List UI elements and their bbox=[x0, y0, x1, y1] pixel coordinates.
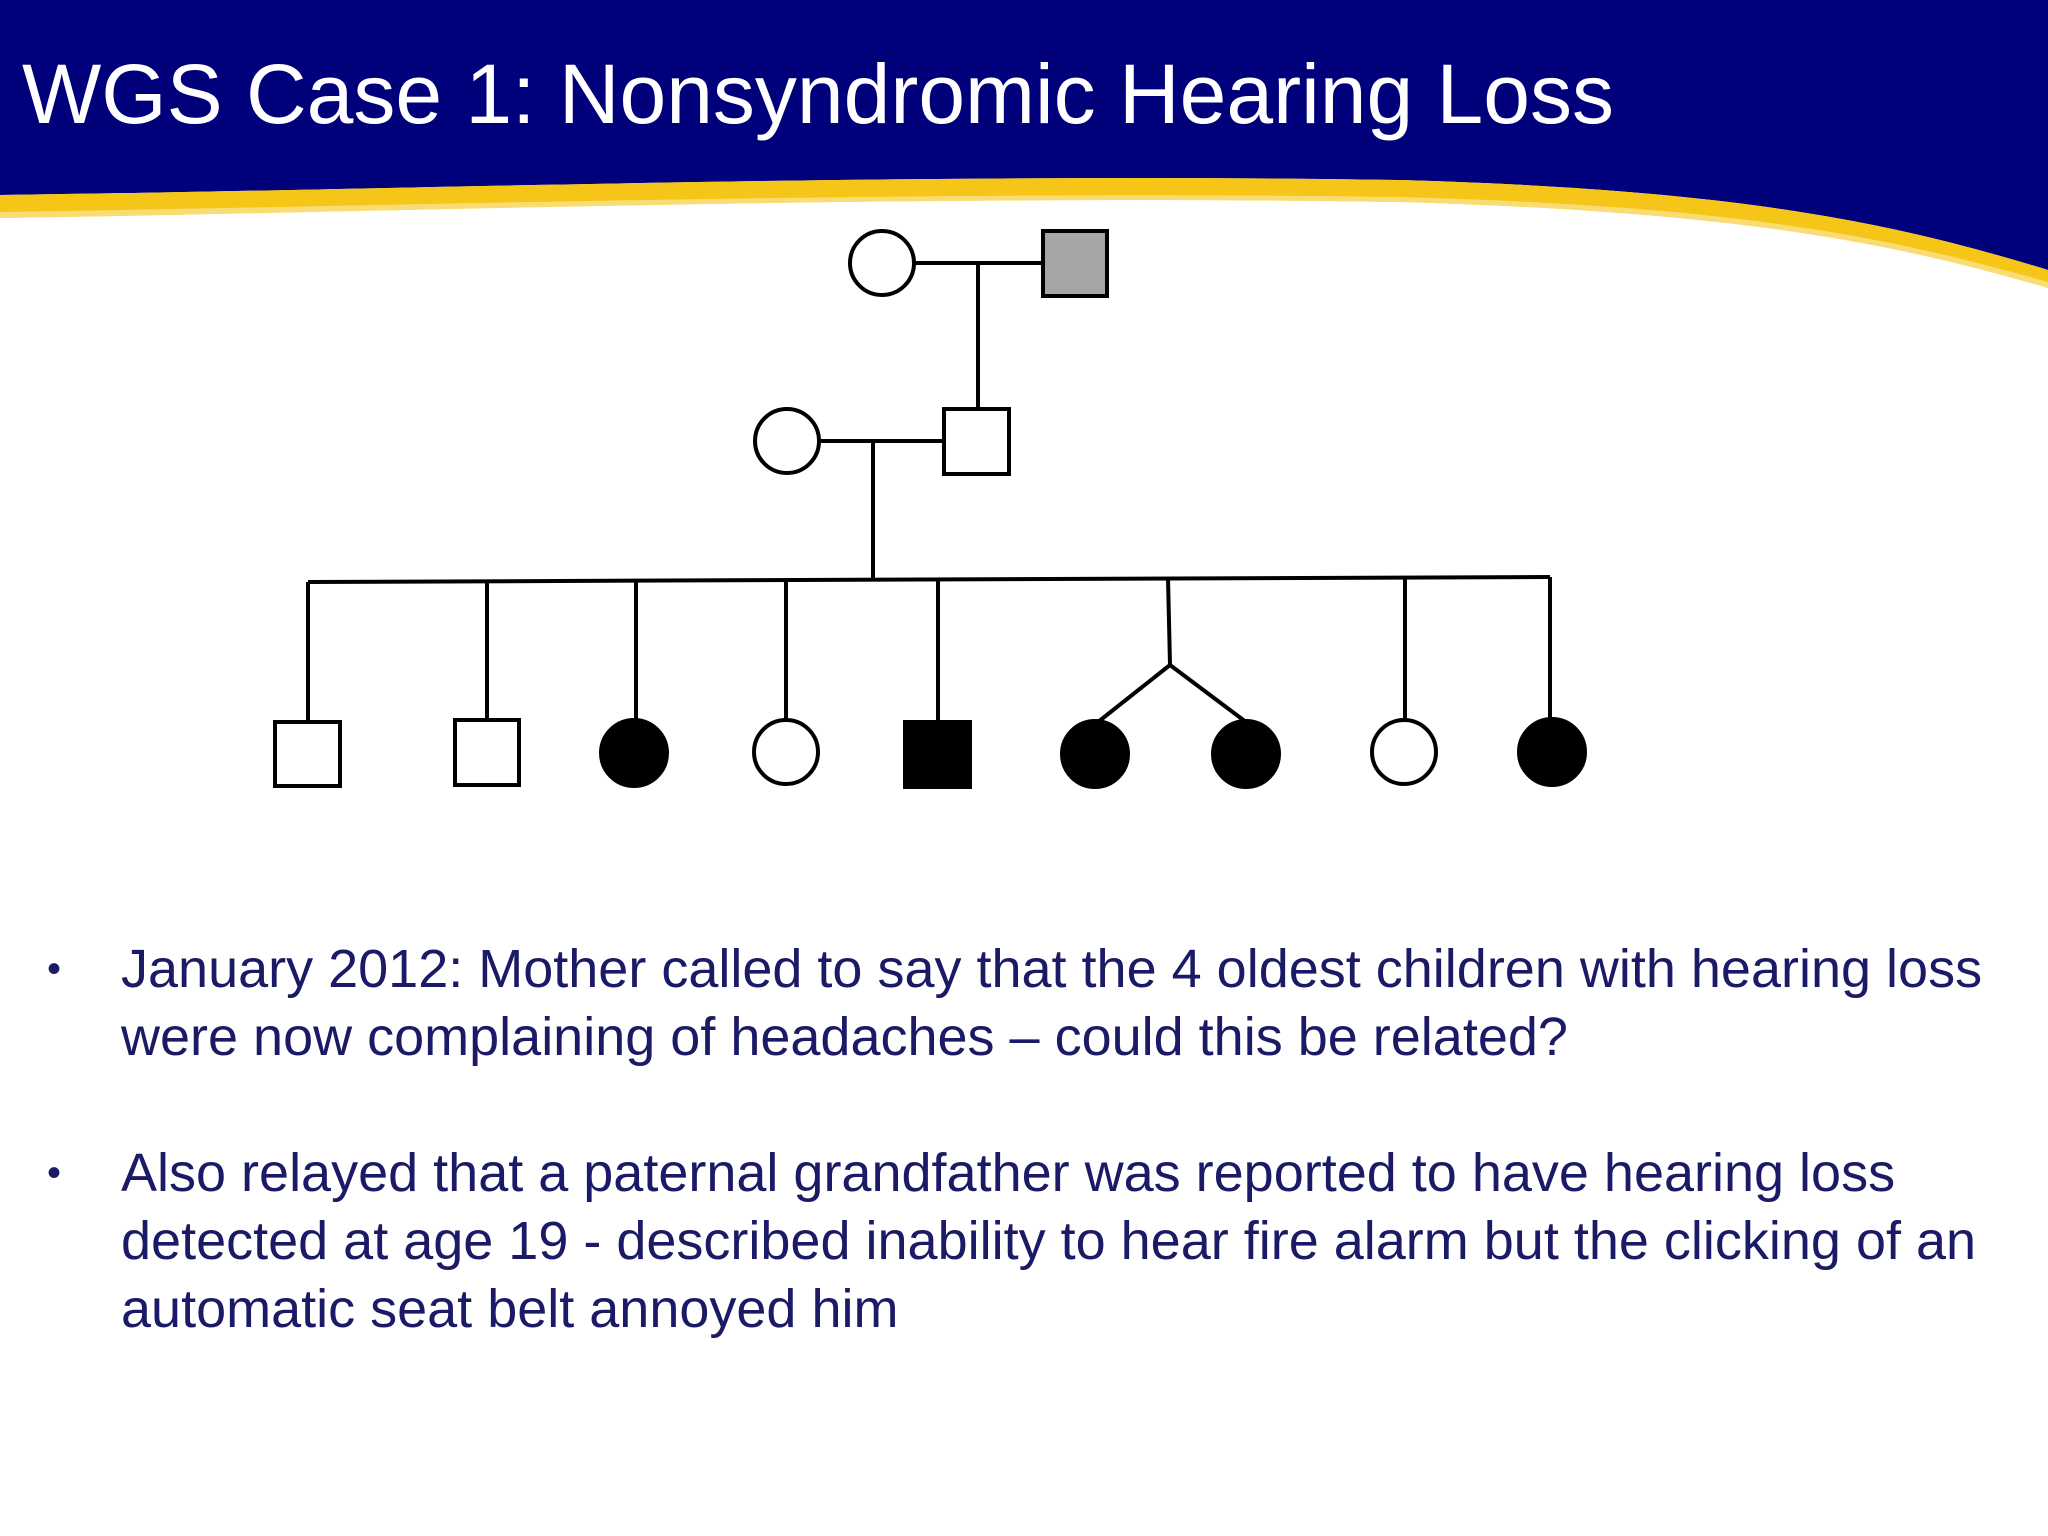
bullet-marker: • bbox=[47, 947, 62, 991]
child-7-twin-symbol bbox=[1213, 721, 1279, 787]
sibship-line bbox=[308, 577, 1550, 582]
child-2-symbol bbox=[455, 720, 519, 785]
child-3-symbol bbox=[601, 720, 667, 786]
grandfather-symbol bbox=[1043, 231, 1107, 296]
bullet-list bbox=[40, 935, 2030, 1411]
child-4-symbol bbox=[754, 720, 818, 784]
child-1-symbol bbox=[275, 722, 340, 786]
child-6-twin-symbol bbox=[1062, 721, 1128, 787]
bullet-text: Also relayed that a paternal grandfather was reported to have hearing loss detected at age 19 - described inability to hear fire alarm but the clicking of an automatic seat belt annoyed him bbox=[121, 1143, 1977, 1339]
bullet-marker: • bbox=[47, 1151, 62, 1195]
twin-2-line bbox=[1170, 665, 1246, 722]
pedigree-lines bbox=[308, 263, 1550, 722]
child-5-symbol bbox=[905, 722, 970, 787]
bullet-text: January 2012: Mother called to say that the 4 oldest children with hearing loss were now complaining of headaches – could this be related? bbox=[121, 939, 1983, 1067]
mother-symbol bbox=[755, 409, 819, 473]
bullet-item bbox=[40, 1139, 2030, 1343]
pedigree-individuals bbox=[275, 231, 1585, 787]
child-8-symbol bbox=[1372, 720, 1436, 784]
father-symbol bbox=[944, 409, 1009, 474]
twin-stem-line bbox=[1168, 578, 1170, 665]
twin-1-line bbox=[1098, 665, 1170, 722]
bullet-item bbox=[40, 935, 2030, 1071]
child-9-symbol bbox=[1519, 719, 1585, 785]
slide-title: WGS Case 1: Nonsyndromic Hearing Loss bbox=[22, 47, 1614, 141]
grandmother-symbol bbox=[850, 231, 914, 295]
